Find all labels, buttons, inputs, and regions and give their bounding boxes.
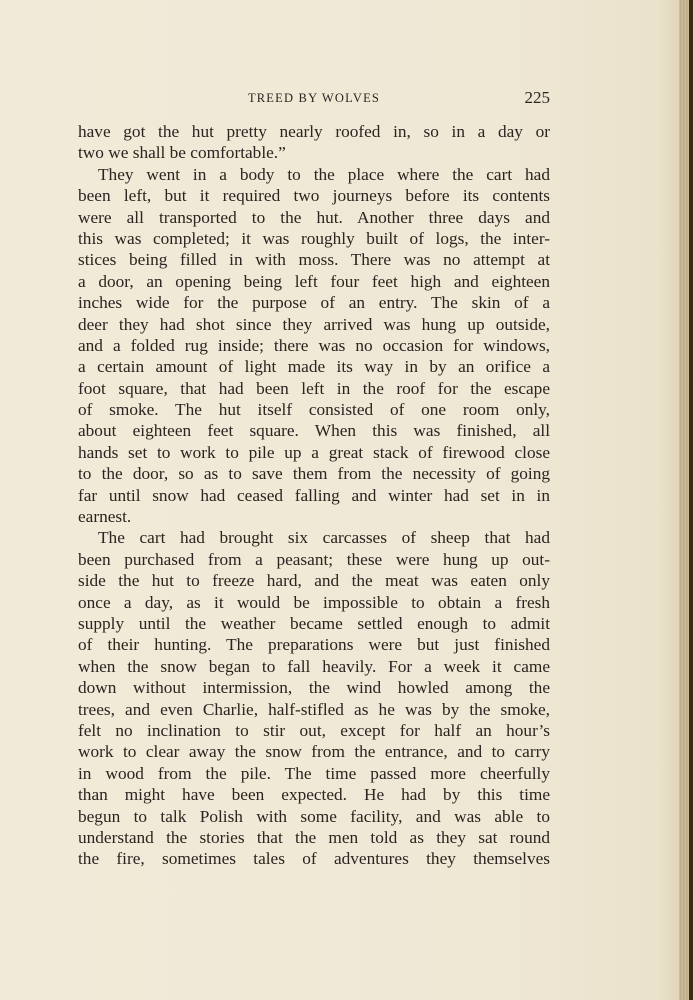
text-line: understand the stories that the men told as they sat round [78, 827, 550, 847]
text-line: inches wide for the purpose of an entry. The skin of a [78, 293, 550, 313]
page-number: 225 [524, 88, 550, 107]
text-line: work to clear away the snow from the entrance, and to carry [78, 742, 550, 762]
text-line: supply until the weather became settled enough to admit [78, 613, 550, 633]
text-line: trees, and even Charlie, half-stifled as he was by the smoke, [78, 699, 550, 719]
text-line: when the snow began to fall heavily. For a week it came [78, 656, 550, 676]
text-line: They went in a body to the place where the cart had [98, 164, 550, 184]
text-line: and a folded rug inside; there was no occasion for windows, [78, 335, 550, 355]
text-line: of their hunting. The preparations were but just finished [78, 635, 550, 655]
text-line: were all transported to the hut. Another three days and [78, 207, 550, 227]
text-line: in wood from the pile. The time passed more cheerfully [78, 763, 550, 783]
text-line: have got the hut pretty nearly roofed in, so in a day or [78, 122, 550, 141]
text-line: than might have been expected. He had by this time [78, 785, 550, 805]
text-line: felt no inclination to stir out, except for half an hour’s [78, 720, 550, 740]
text-line: two we shall be comfortable.” [78, 143, 286, 163]
text-line: about eighteen feet square. When this was finished, all [78, 421, 550, 441]
text-line: this was completed; it was roughly built of logs, the inter- [78, 228, 550, 248]
text-line: a door, an opening being left four feet high and eighteen [78, 271, 550, 291]
running-title: TREED BY WOLVES [247, 91, 381, 105]
text-line: foot square, that had been left in the roof for the escape [78, 378, 550, 398]
text-line: far until snow had ceased falling and winter had set in in [78, 485, 550, 505]
text-line: deer they had shot since they arrived was hung up outside, [78, 314, 550, 334]
page-edge-shadow [689, 0, 693, 1000]
text-line: The cart had brought six carcasses of sheep that had [98, 528, 550, 548]
text-line: once a day, as it would be impossible to obtain a fresh [78, 592, 550, 612]
text-line: to the door, so as to save them from the necessity of going [78, 464, 550, 484]
text-line: a certain amount of light made its way in by an orifice a [78, 357, 550, 377]
text-line: earnest. [78, 507, 132, 527]
text-line: been left, but it required two journeys before its contents [78, 186, 550, 206]
text-line: the fire, sometimes tales of adventures they themselves [78, 849, 550, 869]
page-header [78, 88, 550, 112]
text-line: begun to talk Polish with some facility, and was able to [78, 806, 550, 826]
text-line: been purchased from a peasant; these were hung up out- [78, 549, 550, 569]
text-line: of smoke. The hut itself consisted of one room only, [78, 400, 550, 420]
text-line: side the hut to freeze hard, and the meat was eaten only [78, 571, 550, 591]
text-line: hands set to work to pile up a great stack of firewood close [78, 442, 550, 462]
body-text [78, 121, 550, 870]
text-line: down without intermission, the wind howled among the [78, 678, 550, 698]
text-line: stices being filled in with moss. There was no attempt at [78, 250, 550, 270]
